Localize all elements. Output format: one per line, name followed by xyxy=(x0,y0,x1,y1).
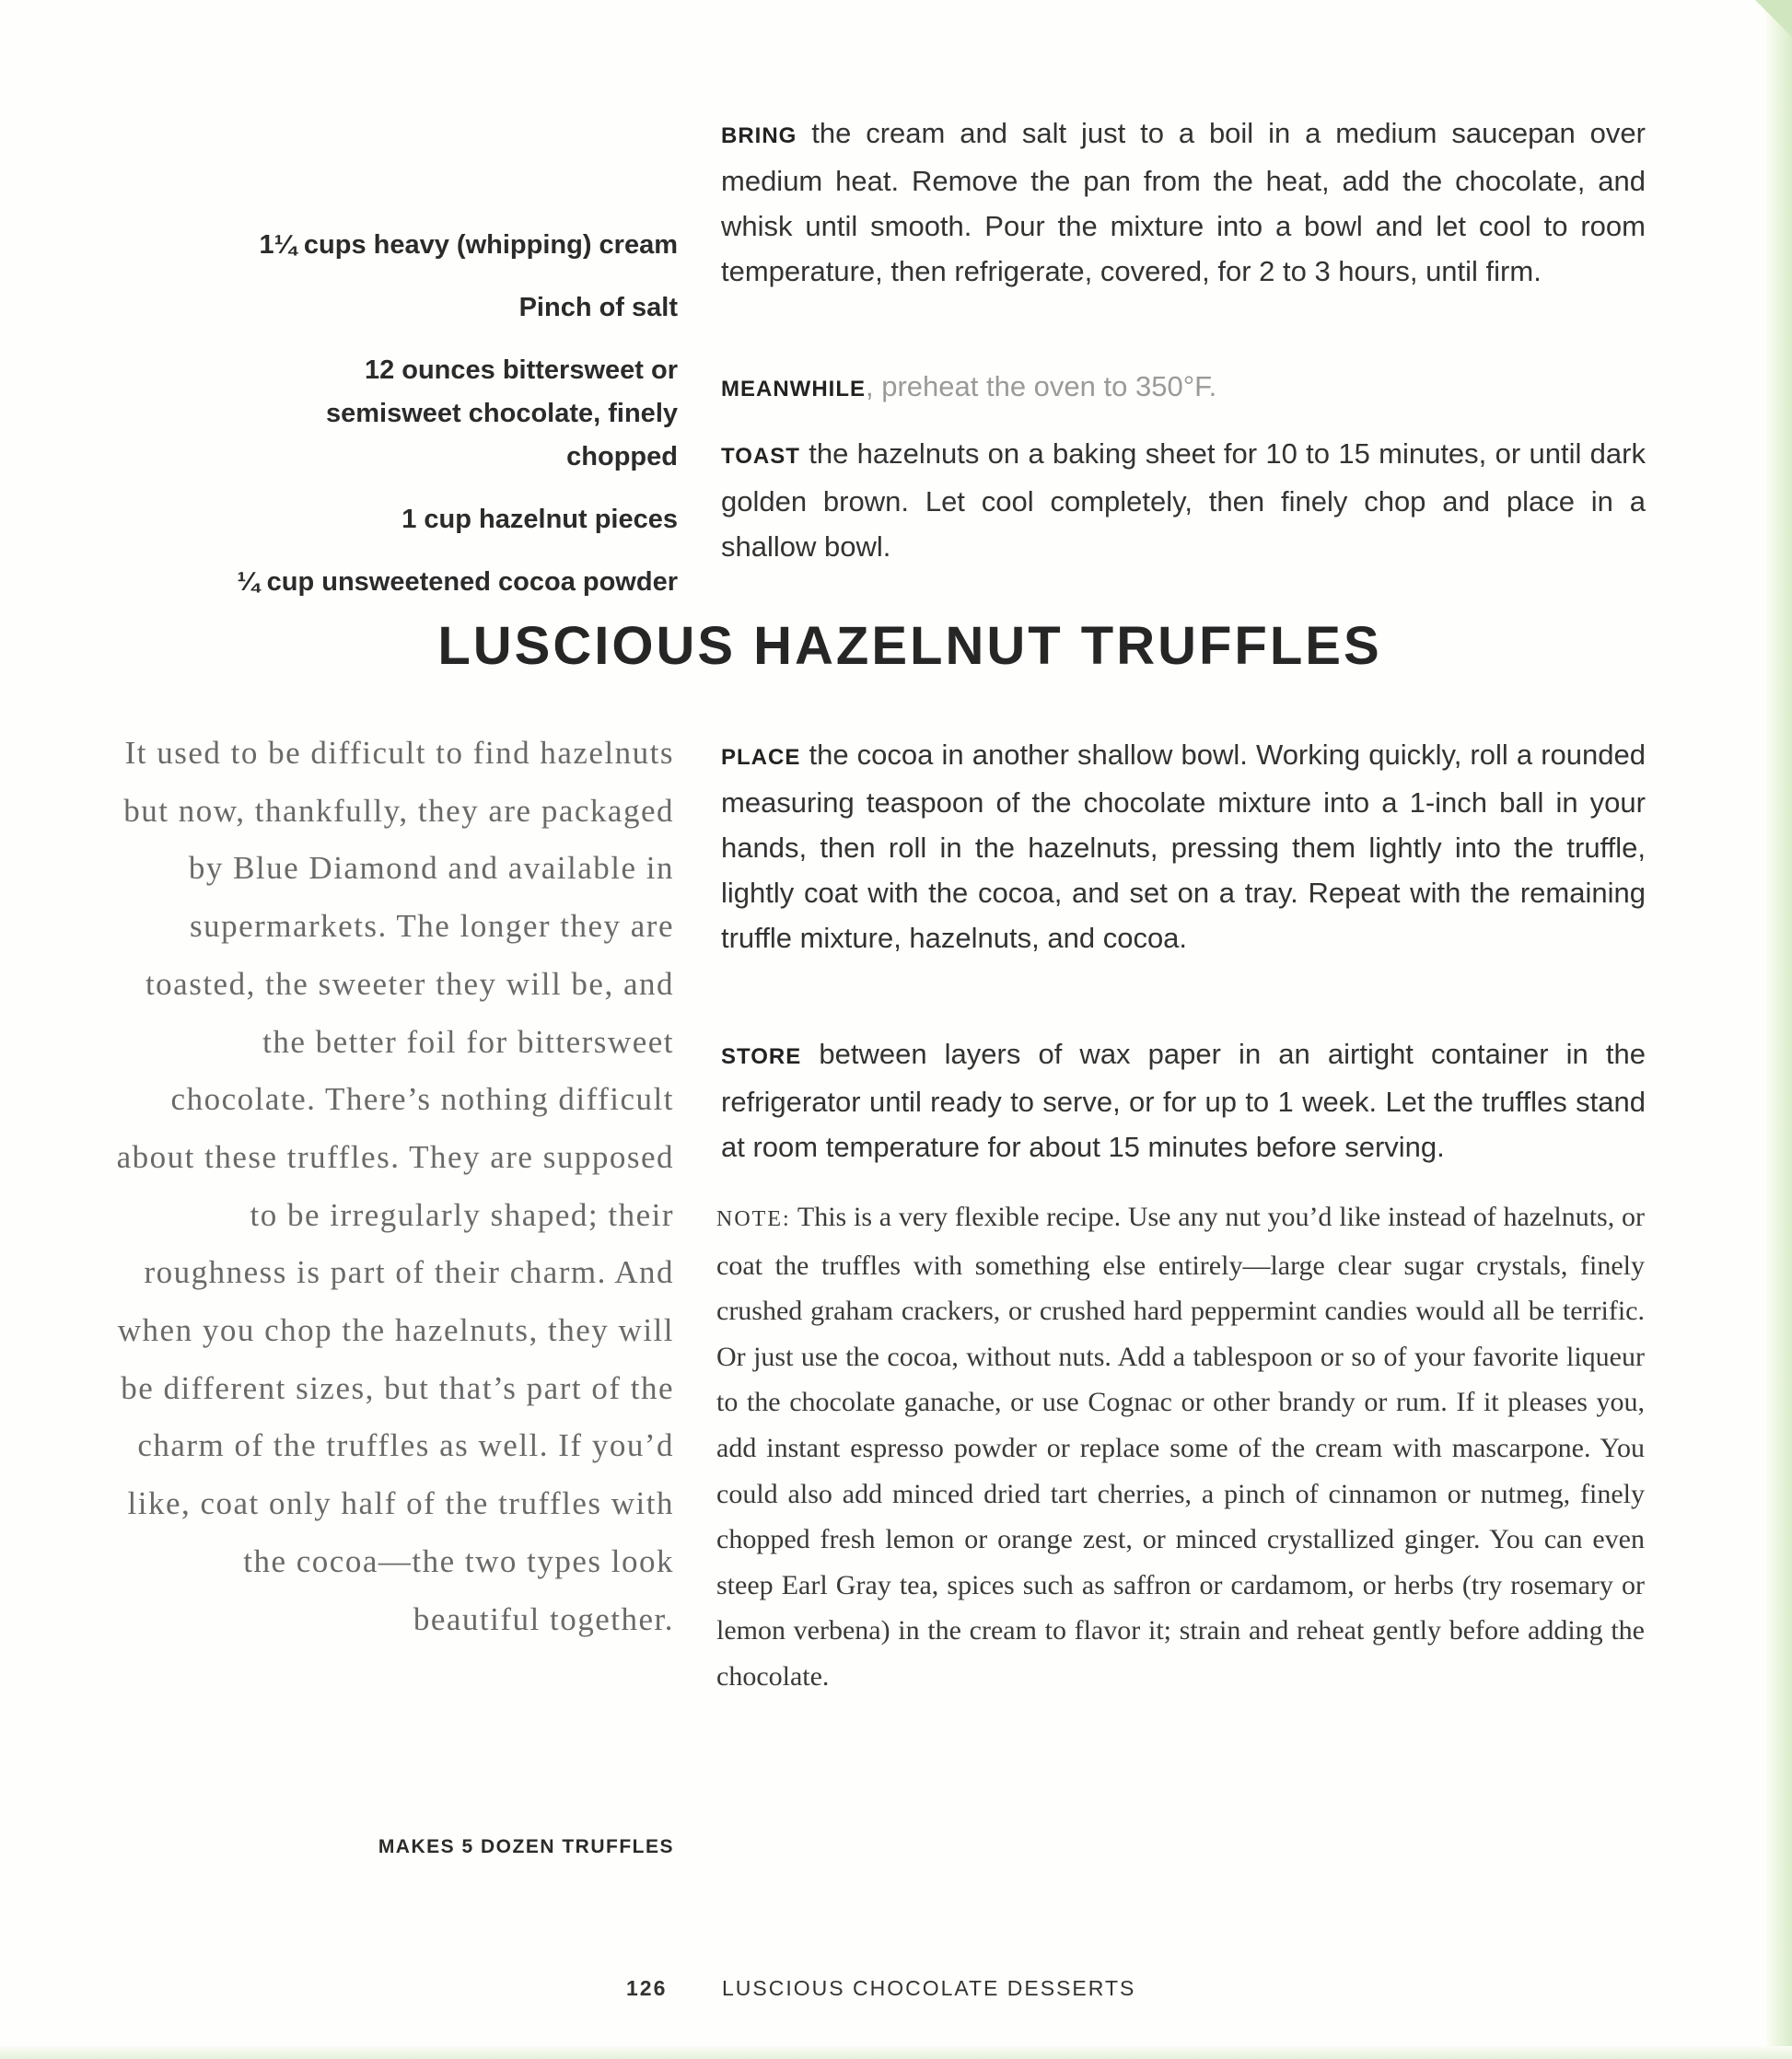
ingredient-item: 12 ounces bittersweet or semisweet chocolate, finely chopped xyxy=(326,355,678,471)
ingredient-item: 1¼ cups heavy (whipping) cream xyxy=(259,230,678,260)
step-bring xyxy=(721,111,1646,294)
step-text: the cocoa in another shallow bowl. Working quickly, roll a rounded measuring teaspoon of the chocolate mixture into a 1-inch ball in your hands, then roll in the hazelnuts, pressing them lightly into the truffle, lightly coat with the cocoa, and set on a tray. Repeat with the remaining truffle mixture, hazelnuts, and cocoa. xyxy=(721,739,1646,954)
page-corner-fold xyxy=(1755,0,1792,37)
step-store xyxy=(721,1031,1646,1169)
note-label: NOTE: xyxy=(716,1207,791,1231)
note-text: This is a very flexible recipe. Use any nut you’d like instead of hazelnuts, or coat the truffles with something else entirely—large clear sugar crystals, finely crushed graham crackers, or crushed hard peppermint candies would all be terrific. Or just use the cocoa, without nuts. Add a tablespoon or so of your favorite liqueur to the chocolate ganache, or use Cognac or other brandy or rum. If it pleases you, add instant espresso powder or replace some of the cream with mascarpone. You could also add minced dried tart cherries, a pinch of cinnamon or nutmeg, finely chopped fresh lemon or orange zest, or minced crystallized ginger. You can even steep Earl Gray tea, spices such as saffron or cardamom, or herbs (try rosemary or lemon verbena) in the cream to flavor it; strain and reheat gently before adding the chocolate. xyxy=(716,1202,1645,1692)
recipe-yield: MAKES 5 DOZEN TRUFFLES xyxy=(378,1836,674,1857)
page-bottom-edge-tint xyxy=(0,2046,1792,2059)
step-text: , preheat the oven to 350°F. xyxy=(865,370,1217,402)
step-verb: TOAST xyxy=(721,444,800,469)
step-verb: MEANWHILE xyxy=(721,377,866,401)
step-toast xyxy=(721,431,1646,569)
ingredient-item: ¼ cup unsweetened cocoa powder xyxy=(237,567,678,597)
step-verb: STORE xyxy=(721,1044,802,1069)
step-text: the hazelnuts on a baking sheet for 10 to 15 minutes, or until dark golden brown. Let cool completely, then finely chop and place in a shallow bowl. xyxy=(721,437,1646,563)
step-place xyxy=(721,732,1646,960)
page-number: 126 xyxy=(626,1976,668,2000)
running-head: LUSCIOUS CHOCOLATE DESSERTS xyxy=(722,1976,1136,2000)
step-verb: PLACE xyxy=(721,745,801,770)
recipe-intro: It used to be difficult to find hazelnuts but now, thankfully, they are packaged by Blue Diamond and available in supermarkets. The longer they are toasted, the sweeter they will be, and the better foil for bittersweet chocolate. There’s nothing difficult about these truffles. They are supposed to be irregularly shaped; their roughness is part of their charm. And when you chop the hazelnuts, they will be different sizes, but that’s part of the charm of the truffles as well. If you’d like, coat only half of the truffles with the cocoa—the two types look beautiful together. xyxy=(116,735,674,1637)
recipe-note xyxy=(716,1194,1645,1700)
step-verb: BRING xyxy=(721,123,797,148)
step-meanwhile xyxy=(721,364,1646,412)
ingredient-item: 1 cup hazelnut pieces xyxy=(401,505,678,534)
step-text: the cream and salt just to a boil in a medium saucepan over medium heat. Remove the pan from the heat, add the chocolate, and whisk until smooth. Pour the mixture into a bowl and let cool to room temperature, then refrigerate, covered, for 2 to 3 hours, until firm. xyxy=(721,117,1646,287)
ingredient-item: Pinch of salt xyxy=(518,293,678,322)
ingredient-list xyxy=(129,224,678,623)
page-edge-tint xyxy=(1766,0,1792,2059)
recipe-title: LUSCIOUS HAZELNUT TRUFFLES xyxy=(437,616,1382,676)
step-text: between layers of wax paper in an airtight container in the refrigerator until ready to serve, or for up to 1 week. Let the truffles stand at room temperature for about 15 minutes before serving. xyxy=(721,1038,1646,1163)
